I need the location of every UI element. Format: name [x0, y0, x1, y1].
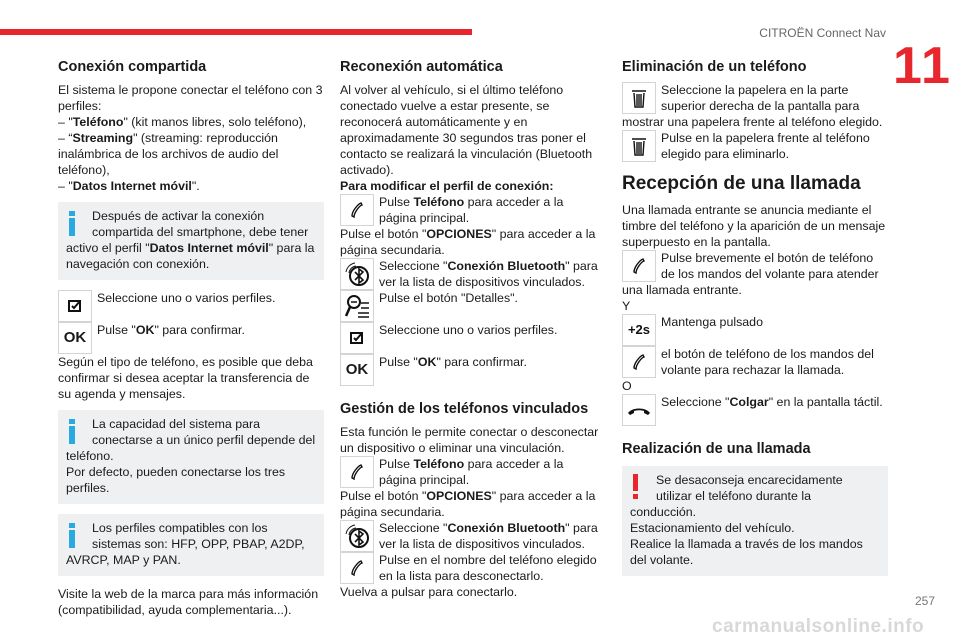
- text: – ": [58, 179, 73, 193]
- text: Pulse: [379, 195, 414, 209]
- bold-text: Colgar: [729, 395, 769, 409]
- checkbox-icon: [340, 322, 374, 354]
- text: Seleccione uno o varios perfiles.: [379, 323, 558, 337]
- text: Vuelva a pulsar para conectarlo.: [340, 585, 518, 599]
- icon-instruction: [58, 322, 324, 354]
- text: Estacionamiento del vehículo.: [630, 521, 795, 535]
- text: Pulse el botón ": [340, 489, 427, 503]
- text: el botón de teléfono de los mandos del volante para rechazar la llamada.: [661, 347, 874, 377]
- info-note: [58, 410, 324, 504]
- column-left: [58, 58, 324, 618]
- paragraph: [340, 488, 602, 520]
- text: Seleccione ": [379, 521, 448, 535]
- text: Pulse: [379, 457, 414, 471]
- text: Después de activar la conexión compartida del smartphone, debe tener activo el perfil ": [66, 209, 309, 255]
- section-heading: Eliminación de un teléfono: [622, 59, 807, 75]
- icon-instruction: [340, 456, 602, 488]
- icon-label: OK: [345, 361, 369, 378]
- paragraph: [58, 82, 324, 114]
- phone-icon: [622, 250, 656, 282]
- text: " para confirmar.: [436, 355, 527, 369]
- icon-instruction: [622, 394, 888, 426]
- text: " en la pantalla táctil.: [768, 395, 883, 409]
- text: Pulse el botón "Detalles".: [379, 291, 518, 305]
- bold-text: Teléfono: [72, 115, 124, 129]
- paragraph: [622, 202, 888, 250]
- icon-instruction: [622, 130, 888, 162]
- trash-icon: [622, 130, 656, 162]
- watermark: carmanualsonline.info: [712, 616, 925, 637]
- text: La capacidad del sistema para conectarse a un único perfil depende del teléfono.: [66, 417, 316, 463]
- icon-instruction: [622, 82, 888, 130]
- bold-text: Teléfono: [413, 195, 465, 209]
- text: El sistema le propone conectar el teléfono con 3 perfiles:: [58, 83, 323, 113]
- icon-instruction: [340, 520, 602, 552]
- text: Realice la llamada a través de los mandos del volante.: [630, 537, 863, 567]
- icon-instruction: [340, 552, 602, 584]
- chapter-number: 11: [893, 37, 952, 95]
- text: Pulse ": [379, 355, 418, 369]
- page-number: 257: [915, 594, 936, 608]
- text: Visite la web de la marca para más información (compatibilidad, ayuda complementaria...).: [58, 587, 319, 617]
- paragraph: [340, 82, 602, 178]
- column-right: [622, 58, 888, 586]
- text: Al volver al vehículo, si el último teléfono conectado vuelve a estar presente, se reconocerá automáticamente y en aproximadamente 30 segundos tras poner el contacto se realizará la vinculación (Bluetooth activado).: [340, 83, 593, 177]
- bold-text: Conexión Bluetooth: [447, 259, 566, 273]
- column-middle: [340, 58, 602, 600]
- text: Y: [622, 299, 631, 313]
- paragraph: [340, 178, 602, 194]
- bold-text: OK: [135, 323, 155, 337]
- plus2s-icon: [622, 314, 656, 346]
- bold-text: Conexión Bluetooth: [447, 521, 566, 535]
- info-icon: [66, 416, 88, 446]
- text: Seleccione la papelera en la parte superior derecha de la pantalla para mostrar una papelera frente al teléfono elegido.: [622, 83, 883, 129]
- phone-icon: [340, 552, 374, 584]
- text: Pulse ": [97, 323, 136, 337]
- text: – “: [58, 131, 73, 145]
- info-note: [58, 202, 324, 280]
- section-heading: Recepción de una llamada: [622, 173, 861, 194]
- text: " para ver la lista de dispositivos vinculados.: [379, 521, 598, 551]
- bold-text: OPCIONES: [426, 489, 492, 503]
- text: Los perfiles compatibles con los sistemas son: HFP, OPP, PBAP, A2DP, AVRCP, MAP y PAN.: [66, 521, 305, 567]
- paragraph: [58, 354, 324, 402]
- text: – ": [58, 115, 73, 129]
- text: Seleccione ": [661, 395, 730, 409]
- icon-instruction: [340, 354, 602, 386]
- icon-instruction: [622, 250, 888, 298]
- text: Esta función le permite conectar o desconectar un dispositivo o eliminar una vinculación.: [340, 425, 599, 455]
- paragraph: [340, 226, 602, 258]
- bold-text: Datos Internet móvil: [149, 241, 269, 255]
- bold-text: Teléfono: [413, 457, 465, 471]
- text: " para acceder a la página secundaria.: [340, 489, 596, 519]
- chapter-red-bar: [0, 29, 472, 35]
- text: Pulse en el nombre del teléfono elegido en la lista para desconectarlo.: [379, 553, 597, 583]
- text: " para la navegación con conexión.: [66, 241, 315, 271]
- text: para acceder a la página principal.: [379, 195, 564, 225]
- text: " para confirmar.: [154, 323, 245, 337]
- info-icon: [66, 520, 88, 550]
- checkbox-icon: [58, 290, 92, 322]
- info-note: [58, 514, 324, 576]
- text: " para ver la lista de dispositivos vinculados.: [379, 259, 598, 289]
- paragraph: [340, 424, 602, 456]
- text: ".: [191, 179, 200, 193]
- bold-text: OPCIONES: [426, 227, 492, 241]
- text: " para acceder a la página secundaria.: [340, 227, 596, 257]
- icon-label: +2s: [627, 322, 651, 337]
- warning-note: [622, 466, 888, 576]
- ok-icon: [58, 322, 92, 354]
- icon-instruction: [622, 314, 888, 346]
- text: Mantenga pulsado: [661, 315, 763, 329]
- bold-text: Datos Internet móvil: [72, 179, 192, 193]
- paragraph: [58, 178, 324, 194]
- phone-icon: [340, 456, 374, 488]
- info-icon: [66, 208, 88, 238]
- icon-instruction: [340, 194, 602, 226]
- bold-text: OK: [417, 355, 437, 369]
- text: Pulse en la papelera frente al teléfono elegido para eliminarlo.: [661, 131, 870, 161]
- icon-instruction: [340, 258, 602, 290]
- paragraph: [58, 130, 324, 178]
- text: " (kit manos libres, solo teléfono),: [123, 115, 307, 129]
- trash-icon: [622, 82, 656, 114]
- text: Según el tipo de teléfono, es posible que deba confirmar si desea aceptar la transferencia de su agenda y mensajes.: [58, 355, 313, 401]
- bluetooth-icon: [340, 520, 374, 552]
- section-heading: Realización de una llamada: [622, 441, 811, 457]
- phone-icon: [340, 194, 374, 226]
- text: Por defecto, pueden conectarse los tres perfiles.: [66, 465, 286, 495]
- text: Pulse el botón ": [340, 227, 427, 241]
- icon-instruction: [622, 346, 888, 378]
- details-icon: [340, 290, 374, 322]
- text: Pulse brevemente el botón de teléfono de los mandos del volante para atender una llamada entrante.: [622, 251, 879, 297]
- paragraph: [340, 584, 602, 600]
- icon-instruction: [340, 290, 602, 322]
- text: " (streaming: reproducción inalámbrica de los archivos de audio del teléfono),: [58, 131, 279, 177]
- bluetooth-icon: [340, 258, 374, 290]
- icon-label: OK: [63, 329, 87, 346]
- paragraph: [58, 586, 324, 618]
- phone-icon: [622, 346, 656, 378]
- icon-instruction: [340, 322, 602, 354]
- section-heading: Reconexión automática: [340, 59, 503, 75]
- running-header: CITROËN Connect Nav: [759, 26, 886, 40]
- bold-text: Streaming: [72, 131, 134, 145]
- section-heading: Conexión compartida: [58, 59, 207, 75]
- ok-icon: [340, 354, 374, 386]
- paragraph: [58, 114, 324, 130]
- bold-text: Para modificar el perfil de conexión:: [340, 179, 554, 193]
- text: Seleccione ": [379, 259, 448, 273]
- text: Se desaconseja encarecidamente utilizar el teléfono durante la conducción.: [630, 473, 843, 519]
- hangup-icon: [622, 394, 656, 426]
- text: O: [622, 379, 632, 393]
- paragraph: [622, 298, 888, 314]
- text: para acceder a la página principal.: [379, 457, 564, 487]
- text: Una llamada entrante se anuncia mediante el timbre del teléfono y la aparición de un mensaje superpuesto en la pantalla.: [622, 203, 886, 249]
- section-heading: Gestión de los teléfonos vinculados: [340, 401, 589, 417]
- icon-instruction: [58, 290, 324, 322]
- text: Seleccione uno o varios perfiles.: [97, 291, 276, 305]
- paragraph: [622, 378, 888, 394]
- warning-icon: [630, 472, 652, 502]
